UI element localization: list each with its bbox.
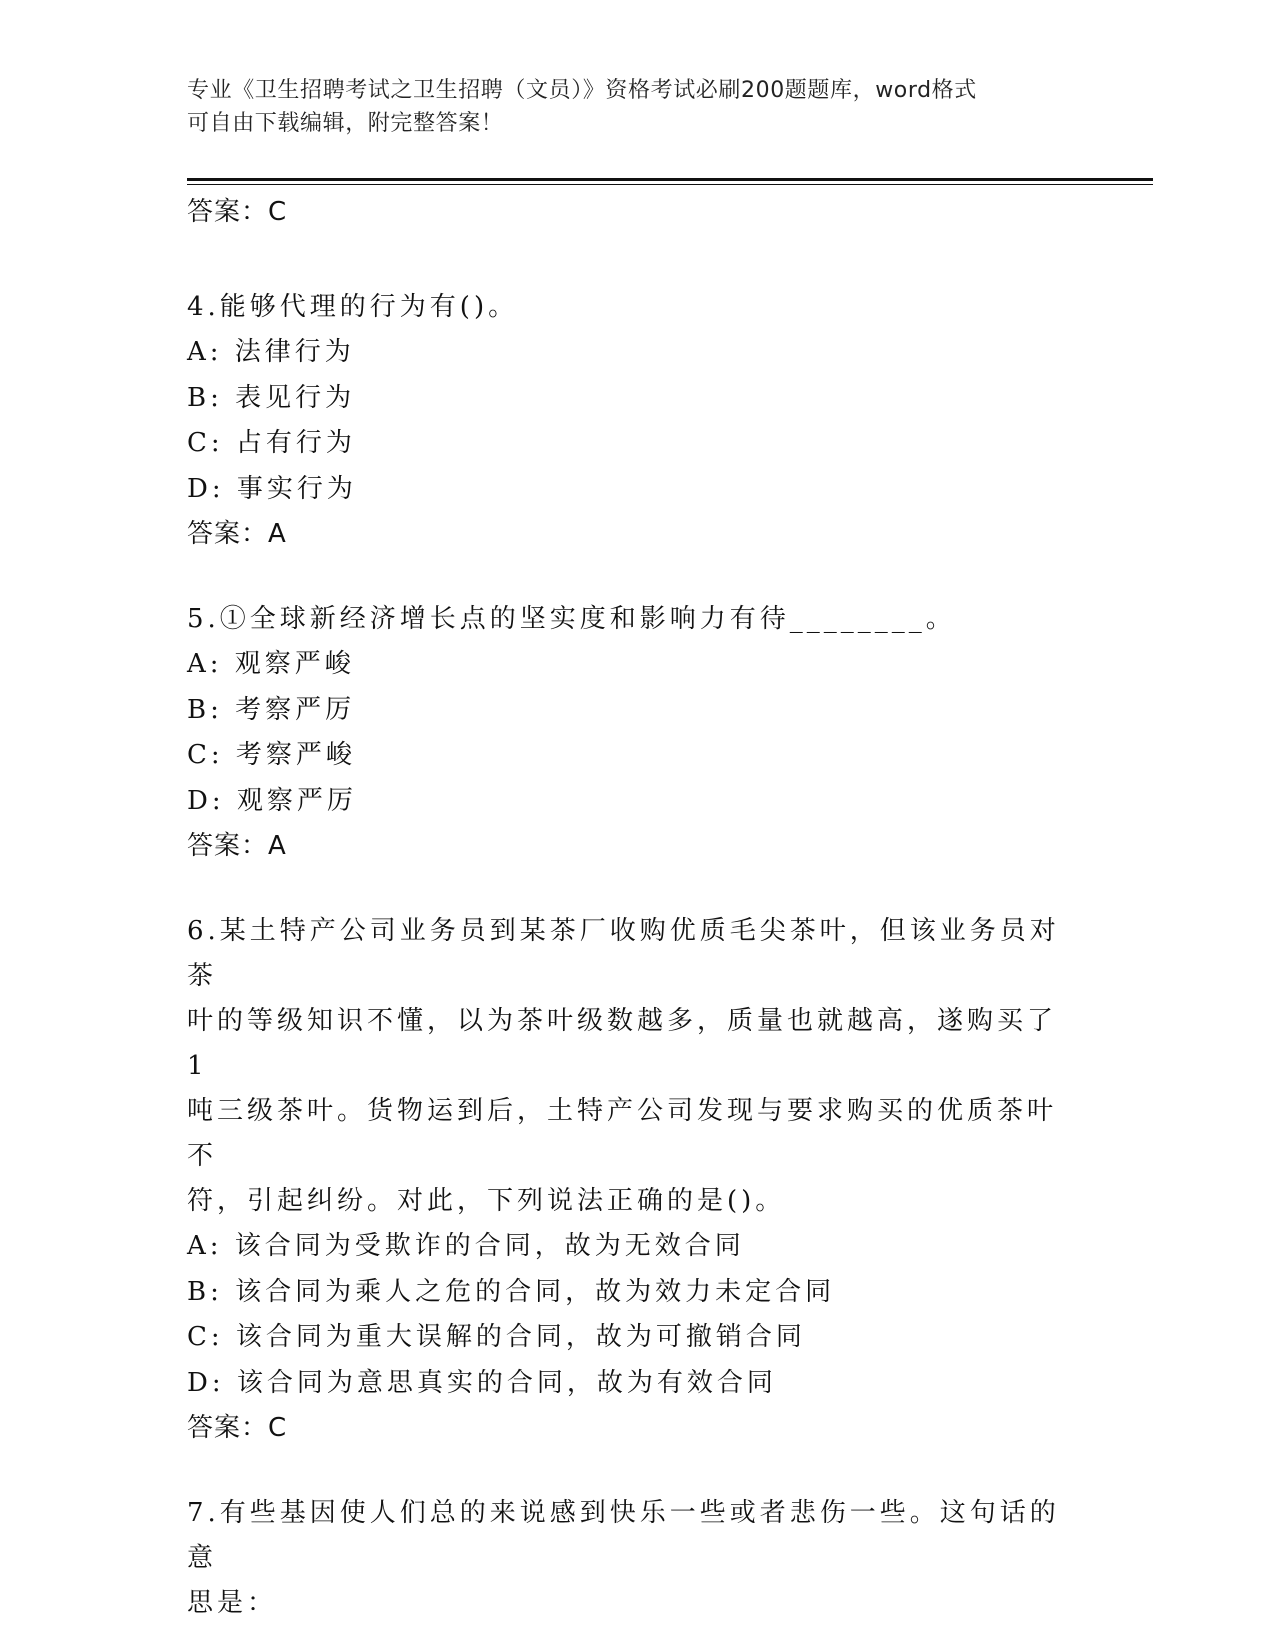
question-5	[187, 597, 1067, 869]
question-stem-line: 7.有些基因使人们总的来说感到快乐一些或者悲伤一些。这句话的意	[187, 1498, 1060, 1573]
option-d: D: 观察严厉	[187, 785, 357, 816]
question-stem-line: 吨三级茶叶。货物运到后，土特产公司发现与要求购买的优质茶叶不	[187, 1096, 1058, 1171]
option-b: B: 考察严厉	[187, 694, 356, 725]
question-7	[187, 1491, 1067, 1626]
document-header	[187, 74, 1067, 140]
header-divider-thin	[187, 184, 1153, 185]
question-stem-line: 叶的等级知识不懂，以为茶叶级数越多，质量也就越高，遂购买了1	[187, 1006, 1058, 1081]
header-title-line-2: 可自由下载编辑，附完整答案！	[187, 111, 504, 136]
question-stem-line: 6.某土特产公司业务员到某茶厂收购优质毛尖茶叶，但该业务员对茶	[187, 916, 1060, 991]
option-b: B: 表见行为	[187, 382, 356, 413]
option-c: C: 考察严峻	[187, 740, 356, 770]
answer-line: 答案：A	[187, 831, 287, 861]
header-title-line-1: 专业《卫生招聘考试之卫生招聘（文员）》资格考试必刷200题题库，word格式	[187, 78, 977, 103]
answer-line: 答案：A	[187, 519, 287, 549]
option-d: D: 该合同为意思真实的合同，故为有效合同	[187, 1367, 777, 1398]
option-b: B: 该合同为乘人之危的合同，故为效力未定合同	[187, 1276, 836, 1307]
option-c: C: 占有行为	[187, 428, 356, 458]
question-stem-line: 符，引起纠纷。对此，下列说法正确的是()。	[187, 1186, 786, 1216]
question-stem: 5.①全球新经济增长点的坚实度和影响力有待________。	[187, 604, 956, 634]
option-d: D: 事实行为	[187, 473, 357, 504]
option-a: A: 该合同为受欺诈的合同，故为无效合同	[187, 1231, 745, 1261]
option-c: C: 该合同为重大误解的合同，故为可撤销合同	[187, 1322, 806, 1352]
answer-line: 答案：C	[187, 1413, 288, 1443]
answer-line: 答案：C	[187, 197, 288, 227]
option-a: A: 观察严峻	[187, 649, 355, 679]
question-stem: 4.能够代理的行为有()。	[187, 292, 519, 322]
document-body	[187, 190, 1067, 1626]
header-divider-thick	[187, 178, 1153, 181]
question-6	[187, 909, 1067, 1451]
option-a: A: 法律行为	[187, 337, 355, 367]
question-stem-line: 思是：	[187, 1588, 278, 1618]
question-4	[187, 285, 1067, 557]
